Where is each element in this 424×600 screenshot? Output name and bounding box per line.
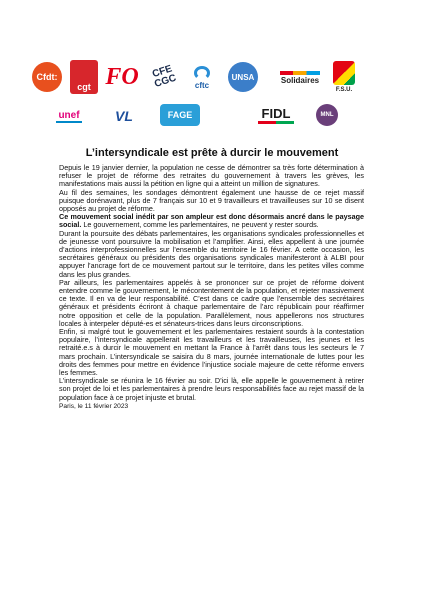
paragraph-mobilisation: Durant la poursuite des débats parlementaires, les organisations syndicales professionnelles et de jeunesse vont poursuivre la mobilisation et l’amplifier. Ainsi, elles appellent à une journée d’actions interprofessionnelles sur l’ensemble du territoire le 16 février. A cette occasion, les secrétaires généraux ou présidents des organisations syndicales manifesteront à ALBI pour appuyer l’ancrage fort de ce mouvement partout sur le territoire, dans les petites villes comme dans les plus grandes. bbox=[59, 228, 364, 279]
fage-logo: FAGE bbox=[160, 104, 200, 126]
document-body bbox=[59, 164, 364, 411]
solidaires-logo: Solidaires bbox=[278, 68, 322, 88]
vl-logo: VL bbox=[115, 108, 133, 124]
paragraph-movement bbox=[59, 213, 364, 229]
document-date: Paris, le 11 février 2023 bbox=[59, 402, 129, 410]
paragraph-parliament: Par ailleurs, les parlementaires appelés à se prononcer sur ce projet de réforme doivent entendre comme le gouvernement, le mécontentement de la population, et rejeter massivement ce texte. Il en va de leur responsabilité. C’est dans ce cadre que l’ensemble des secrétaires généraux et présidents écriront à chaque parlementaire de l’arc républicain pour réaffirmer notre opposition et celle de la population. Parallèlement, nous appellerons nos structures locales à interpeler député-es et sénateurs-trices dans leurs circonscriptions. bbox=[59, 277, 364, 328]
fo-logo: FO bbox=[105, 63, 139, 90]
paragraph-intro: Depuis le 19 janvier dernier, la population ne cesse de démontrer sa très forte détermination à refuser le projet de réforme des retraites du gouvernement à travers les grèves, les manifestations mais aussi la pétition en ligne qui a atteint un million de signatures. bbox=[59, 163, 364, 189]
paragraph-meeting: L’intersyndicale se réunira le 16 février au soir. D’ici là, elle appelle le gouvernement à retirer son projet de loi et les parlementaires à prendre leurs responsabilités face au rejet massif de la population face à ce projet injuste et brutal. bbox=[59, 376, 364, 402]
cgt-logo: cgt bbox=[70, 60, 98, 94]
mnl-logo: MNL bbox=[316, 104, 338, 126]
fidl-logo: FIDL bbox=[256, 104, 296, 126]
unef-logo: unef bbox=[54, 104, 84, 128]
cfdt-logo: Cfdt: bbox=[32, 62, 62, 92]
statement-tail: Le gouvernement, comme les parlementaires, ne peuvent y rester sourds. bbox=[81, 220, 319, 230]
fsu-mark-icon bbox=[333, 61, 355, 85]
cftc-logo: cftc bbox=[186, 62, 218, 94]
cftc-swirl-icon bbox=[194, 66, 210, 80]
bold-statement: Ce mouvement social inédit par son ampleur est donc désormais ancré dans le paysage social. bbox=[59, 212, 364, 230]
paragraph-escalation: Enfin, si malgré tout le gouvernement et les parlementaires restaient sourds à la contestation populaire, l’intersyndicale appellerait les travailleurs et les travailleuses, les jeunes et les retraité.e.s à durcir le mouvement en mettant la France à l’arrêt dans tous les secteurs le 7 mars prochain. L’intersyndicale se saisira du 8 mars, journée internationale de luttes pour les droits des femmes pour mettre en évidence l’injustice sociale majeure de cette réforme envers les femmes. bbox=[59, 327, 364, 378]
fidl-stripe-icon bbox=[258, 121, 294, 124]
unef-underline-icon bbox=[56, 121, 82, 123]
fsu-logo: F.S.U. bbox=[332, 60, 356, 94]
document-title: L’intersyndicale est prête à durcir le mouvement bbox=[85, 147, 339, 159]
unsa-logo: UNSA bbox=[228, 62, 258, 92]
cfe-cgc-logo: CFE CGC bbox=[151, 63, 178, 90]
logo-row-2 bbox=[30, 98, 394, 138]
paragraph-polls: Au fil des semaines, les sondages démontrent également une hausse de ce rejet massif puisque dorénavant, plus de 7 français sur 10 et 9 travailleurs et travailleuses sur 10 se disent opposés au projet de réforme. bbox=[59, 187, 364, 214]
logo-row-1 bbox=[30, 58, 394, 98]
solidaires-stripe-icon bbox=[280, 71, 320, 75]
